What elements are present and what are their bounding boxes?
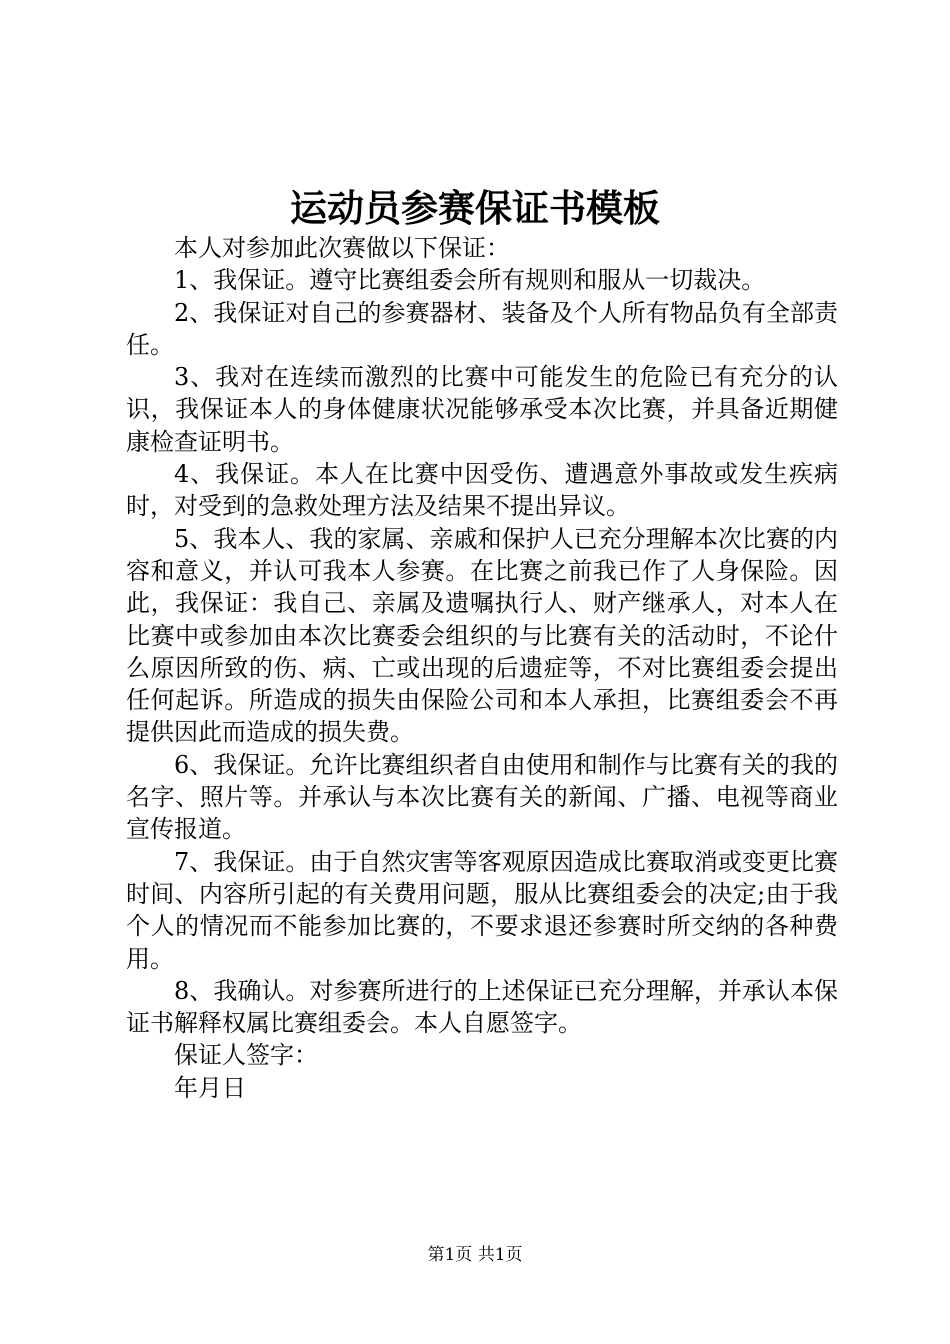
paragraph-intro: 本人对参加此次赛做以下保证：	[174, 234, 510, 262]
page-footer	[0, 1243, 950, 1267]
paragraph-item-8: 8、我确认。对参赛所进行的上述保证已充分理解，并承认本保证书解释权属比赛组委会。本人自愿签字。	[126, 976, 838, 1038]
page-total: 共1页	[477, 1245, 523, 1265]
paragraph-item-6: 6、我保证。允许比赛组织者自由使用和制作与比赛有关的我的名字、照片等。并承认与本次比赛有关的新闻、广播、电视等商业宣传报道。	[126, 750, 838, 844]
paragraph-item-3: 3、我对在连续而激烈的比赛中可能发生的危险已有充分的认识，我保证本人的身体健康状况能够承受本次比赛，并具备近期健康检查证明书。	[126, 363, 838, 456]
date-line: 年月日	[174, 1073, 246, 1102]
paragraph-item-7: 7、我保证。由于自然灾害等客观原因造成比赛取消或变更比赛时间、内容所引起的有关费用问题，服从比赛组委会的决定;由于我个人的情况而不能参加比赛的，不要求退还参赛时所交纳的各种费用。	[126, 847, 838, 973]
paragraph-item-4: 4、我保证。本人在比赛中因受伤、遭遇意外事故或发生疾病时，对受到的急救处理方法及结果不提出异议。	[126, 460, 838, 521]
document-body	[126, 232, 838, 1104]
paragraph-item-5: 5、我本人、我的家属、亲戚和保护人已充分理解本次比赛的内容和意义，并认可我本人参赛。在比赛之前我已作了人身保险。因此，我保证：我自己、亲属及遗嘱执行人、财产继承人，对本人在比赛中或参加由本次比赛委会组织的与比赛有关的活动时，不论什么原因所致的伤、病、亡或出现的后遗症等，不对比赛组委会提出任何起诉。所造成的损失由保险公司和本人承担，比赛组委会不再提供因此而造成的损失费。	[126, 524, 838, 747]
signature-line: 保证人签字：	[174, 1041, 318, 1070]
document-title: 运动员参赛保证书模板	[290, 186, 660, 230]
paragraph-item-2: 2、我保证对自己的参赛器材、装备及个人所有物品负有全部责任。	[126, 298, 838, 359]
paragraph-item-1: 1、我保证。遵守比赛组委会所有规则和服从一切裁决。	[174, 266, 766, 295]
page-number: 第1页	[427, 1245, 473, 1265]
